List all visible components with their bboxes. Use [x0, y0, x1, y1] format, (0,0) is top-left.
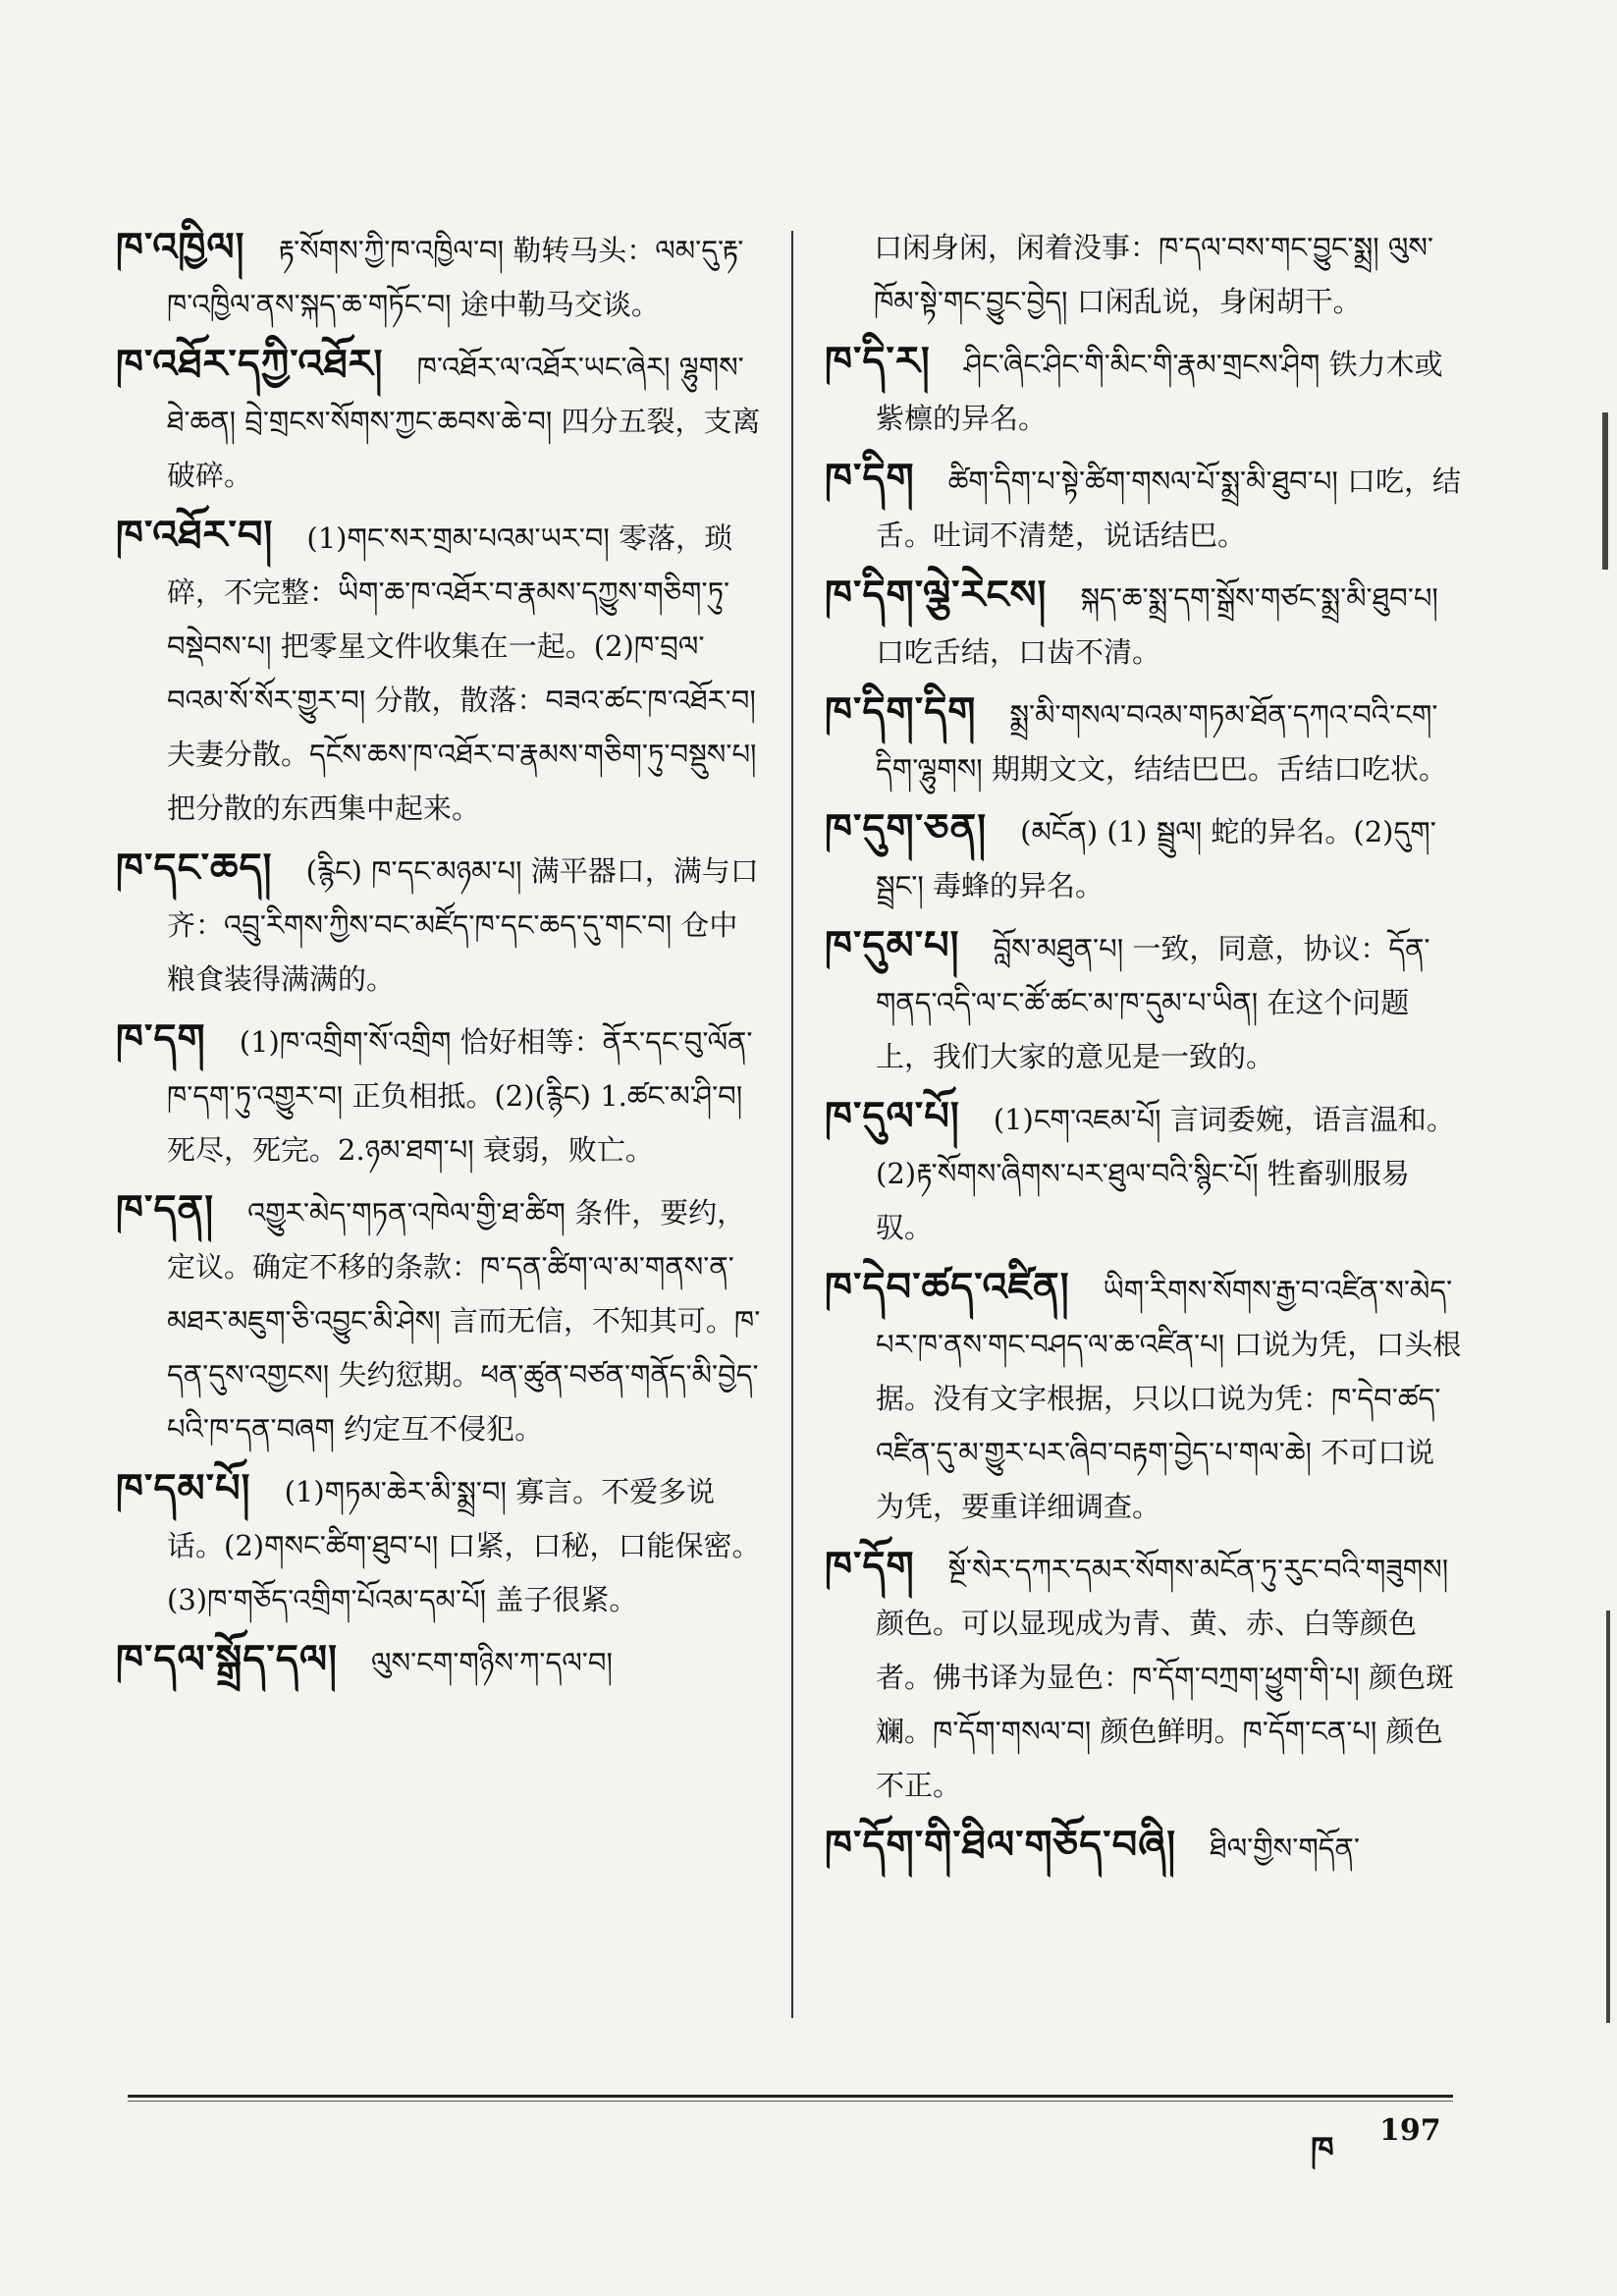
entry-definition: འགྱུར་མེད་གཏན་འཁེལ་གྱི་ཐ་ཚིག 条件，要约，定议。确定不移的条款：ཁ་དན་ཚིག་ལ་མ་གནས་ན་མཐར་མཇུག་ཅི་འབྱུང་མི་ཤེས། 言而无信，不知其可。ཁ་དན་དུས་འགྱངས། 失约愆期。ཕན་ཚུན་བཙན་གནོད་མི་བྱེད་པའི་ཁ་དན་བཞག 约定互不侵犯。 [167, 1196, 761, 1446]
entry-definition: (མངོན) (1) སྦྲུལ། 蛇的异名。(2)དུག་སྦྲང་། 毒蜂的异名。 [876, 815, 1436, 902]
entry-headword: ཁ་དོག [825, 1544, 915, 1589]
left-column [116, 221, 766, 1696]
entry-headword: ཁ་དུལ་པོ། [825, 1094, 960, 1139]
entry-headword: ཁ་དུག་ཅན། [825, 806, 988, 851]
dictionary-entry [825, 1540, 1463, 1813]
scan-edge-mark [1606, 1611, 1610, 2023]
entry-definition: ལུས་ངག་གཉིས་ཀ་དལ་བ། [371, 1646, 613, 1679]
entry-definition: ཚིག་དིག་པ་སྟེ་ཚིག་གསལ་པོ་སྨྲ་མི་ཐུབ་པ། 口吃，结舌。吐词不清楚，说话结巴。 [876, 465, 1462, 552]
entry-headword: ཁ་འཐོར་བ། [116, 513, 274, 558]
dictionary-entry [116, 1183, 766, 1456]
dictionary-entry [825, 685, 1463, 796]
page-number: 197 [1379, 2113, 1441, 2148]
dictionary-entry [825, 452, 1463, 563]
dictionary-entry [116, 1012, 766, 1177]
entry-headword: ཁ་འཐོར་དཀྱི་འཐོར། [116, 342, 384, 387]
entry-definition: ཐིལ་གྱིས་གདོན་ [1210, 1831, 1360, 1865]
dictionary-entry [825, 919, 1463, 1084]
entry-headword: ཁ་དན། [116, 1187, 215, 1232]
entry-headword: ཁ་དི་ར། [825, 339, 931, 384]
column-divider [791, 231, 793, 2018]
entry-headword: ཁ་དོག་གི་ཐིལ་གཅོད་བཞི། [825, 1823, 1177, 1868]
entry-headword: ཁ་དེབ་ཚད་འཛིན། [825, 1265, 1070, 1310]
dictionary-entry [116, 338, 766, 503]
dictionary-entry [825, 1090, 1463, 1255]
dictionary-entry [116, 221, 766, 332]
right-column [825, 221, 1463, 1882]
dictionary-entry-continued [825, 221, 1463, 329]
entry-headword: ཁ་དམ་པོ། [116, 1466, 251, 1511]
dictionary-entry [825, 569, 1463, 680]
dictionary-entry [116, 1462, 766, 1627]
dictionary-entry [116, 842, 766, 1007]
entry-definition: རྟ་སོགས་ཀྱི་ཁ་འཁྱིལ་བ། 勒转马头：ལམ་དུ་རྟ་ཁ་འཁྱིལ་ནས་སྐད་ཆ་གཏོང་བ། 途中勒马交谈。 [167, 234, 744, 321]
entry-definition: (1)ཁ་འགྲིག་སོ་འགྲིག 恰好相等：ནོར་དང་བུ་ལོན་ཁ་དག་ཏུ་འགྱུར་བ། 正负相抵。(2)(རྙིང) 1.ཚང་མ་ཤི་བ། 死尽，死完。2.ཉམ་ཐག་པ། 衰弱，败亡。 [167, 1025, 753, 1167]
dictionary-entry [825, 1819, 1463, 1876]
dictionary-entry [116, 509, 766, 836]
entry-headword: ཁ་དིག་ལྕེ་རེངས། [825, 573, 1048, 618]
dictionary-entry [825, 335, 1463, 446]
entry-definition: (1)གཏམ་ཆེར་མི་སྨྲ་བ། 寡言。不爱多说话。(2)གསང་ཚིག་ཐུབ་པ། 口紧，口秘，口能保密。(3)ཁ་གཅོད་འགྲིག་པོའམ་དམ་པོ། 盖子很紧。 [167, 1475, 761, 1616]
entry-headword: ཁ་འཁྱིལ། [116, 225, 245, 270]
entry-definition: ཡིག་རིགས་སོགས་རྒྱ་བ་འཛིན་ས་མེད་པར་ཁ་ནས་གང་བཤད་ལ་ཆ་འཛིན་པ། 口说为凭，口头根据。没有文字根据，只以口说为凭：ཁ་དེབ་ཚད་འཛིན་དུ་མ་གྱུར་པར་ཞིབ་བརྟག་བྱེད་པ་གལ་ཆེ། 不可口说为凭，要重详细调查。 [876, 1274, 1462, 1523]
entry-headword: ཁ་དིག་དིག [825, 689, 977, 735]
entry-headword: ཁ་དིག [825, 456, 915, 501]
footer-rule [128, 2095, 1453, 2098]
entry-definition: (རྙིང) ཁ་དང་མཉམ་པ། 满平器口，满与口齐：འབྲུ་རིགས་ཀྱིས་བང་མཛོད་ཁ་དང་ཆད་དུ་གང་བ། 仓中粮食装得满满的。 [167, 854, 759, 996]
section-letter: ཁ [1311, 2130, 1334, 2169]
entry-headword: ཁ་དུམ་པ། [825, 923, 960, 968]
entry-headword: ཁ་དང་ཆད། [116, 846, 273, 891]
entry-definition: སྐད་ཆ་སྨྲ་དག་སྒྲོས་གཙང་སྨྲ་མི་ཐུབ་པ། 口吃舌结，口齿不清。 [876, 581, 1438, 669]
dictionary-entry [825, 1261, 1463, 1534]
entry-definition: སྨྲ་མི་གསལ་བའམ་གཏམ་ཐོན་དཀའ་བའི་ངག་དིག་ལྷུགས། 期期文文，结结巴巴。舌结口吃状。 [876, 698, 1447, 786]
dictionary-entry [116, 1633, 766, 1690]
entry-definition: (1)གང་སར་གྲམ་པའམ་ཡར་བ། 零落，琐碎，不完整：ཡིག་ཆ་ཁ་འཐོར་བ་རྣམས་དཀྱུས་གཅིག་ཏུ་བསྡེབས་པ། 把零星文件收集在一起。(2)ཁ་བྲལ་བའམ་སོ་སོར་གྱུར་བ། 分散，散落：བཟའ་ཚང་ཁ་འཐོར་བ། 夫妻分散。དངོས་ཆས་ཁ་འཐོར་བ་རྣམས་གཅིག་ཏུ་བསྡུས་པ། 把分散的东西集中起来。 [167, 521, 757, 825]
entry-headword: ཁ་དལ་སྒྲོད་དལ། [116, 1637, 339, 1682]
entry-definition: 口闲身闲，闲着没事：ཁ་དལ་བས་གང་བྱུང་སྨྲ། ལུས་ཁོམ་སྟེ་གང་བྱུང་བྱེད། 口闲乱说，身闲胡干。 [874, 231, 1434, 318]
dictionary-entry [825, 802, 1463, 913]
scan-edge-mark [1602, 412, 1608, 570]
entry-definition: ཁ་འཐོར་ལ་འཐོར་ཡང་ཞེར། ལྷུགས་ཐེ་ཆན། བྲེ་གྲངས་སོགས་ཀྱང་ཆབས་ཆེ་བ། 四分五裂，支离破碎。 [167, 351, 761, 492]
entry-definition: སྔོ་སེར་དཀར་དམར་སོགས་མངོན་ཏུ་རུང་བའི་གཟུགས། 颜色。可以显现成为青、黄、赤、白等颜色者。佛书译为显色：ཁ་དོག་བཀྲག་ཕྱུག་གི་པ། 颜色斑斓。ཁ་དོག་གསལ་བ། 颜色鲜明。ཁ་དོག་ངན་པ། 颜色不正。 [876, 1553, 1455, 1802]
entry-headword: ཁ་དག [116, 1016, 206, 1062]
entry-definition: ཤིང་ཞིང་ཤིང་གི་མིང་གི་རྣམ་གྲངས་ཤིག 铁力木或紫檩的异名。 [876, 348, 1443, 435]
entry-definition: བློས་མཐུན་པ། 一致，同意，协议：དོན་གནད་འདི་ལ་ང་ཚོ་ཚང་མ་ཁ་དུམ་པ་ཡིན། 在这个问题上，我们大家的意见是一致的。 [876, 932, 1430, 1073]
footer-rule-thin [128, 2101, 1453, 2102]
entry-definition: (1)ངག་འཇམ་པོ། 言词委婉，语言温和。(2)རྟ་སོགས་ཞིགས་པར་ཐུལ་བའི་སྙིང་པོ། 牲畜驯服易驭。 [876, 1103, 1455, 1244]
